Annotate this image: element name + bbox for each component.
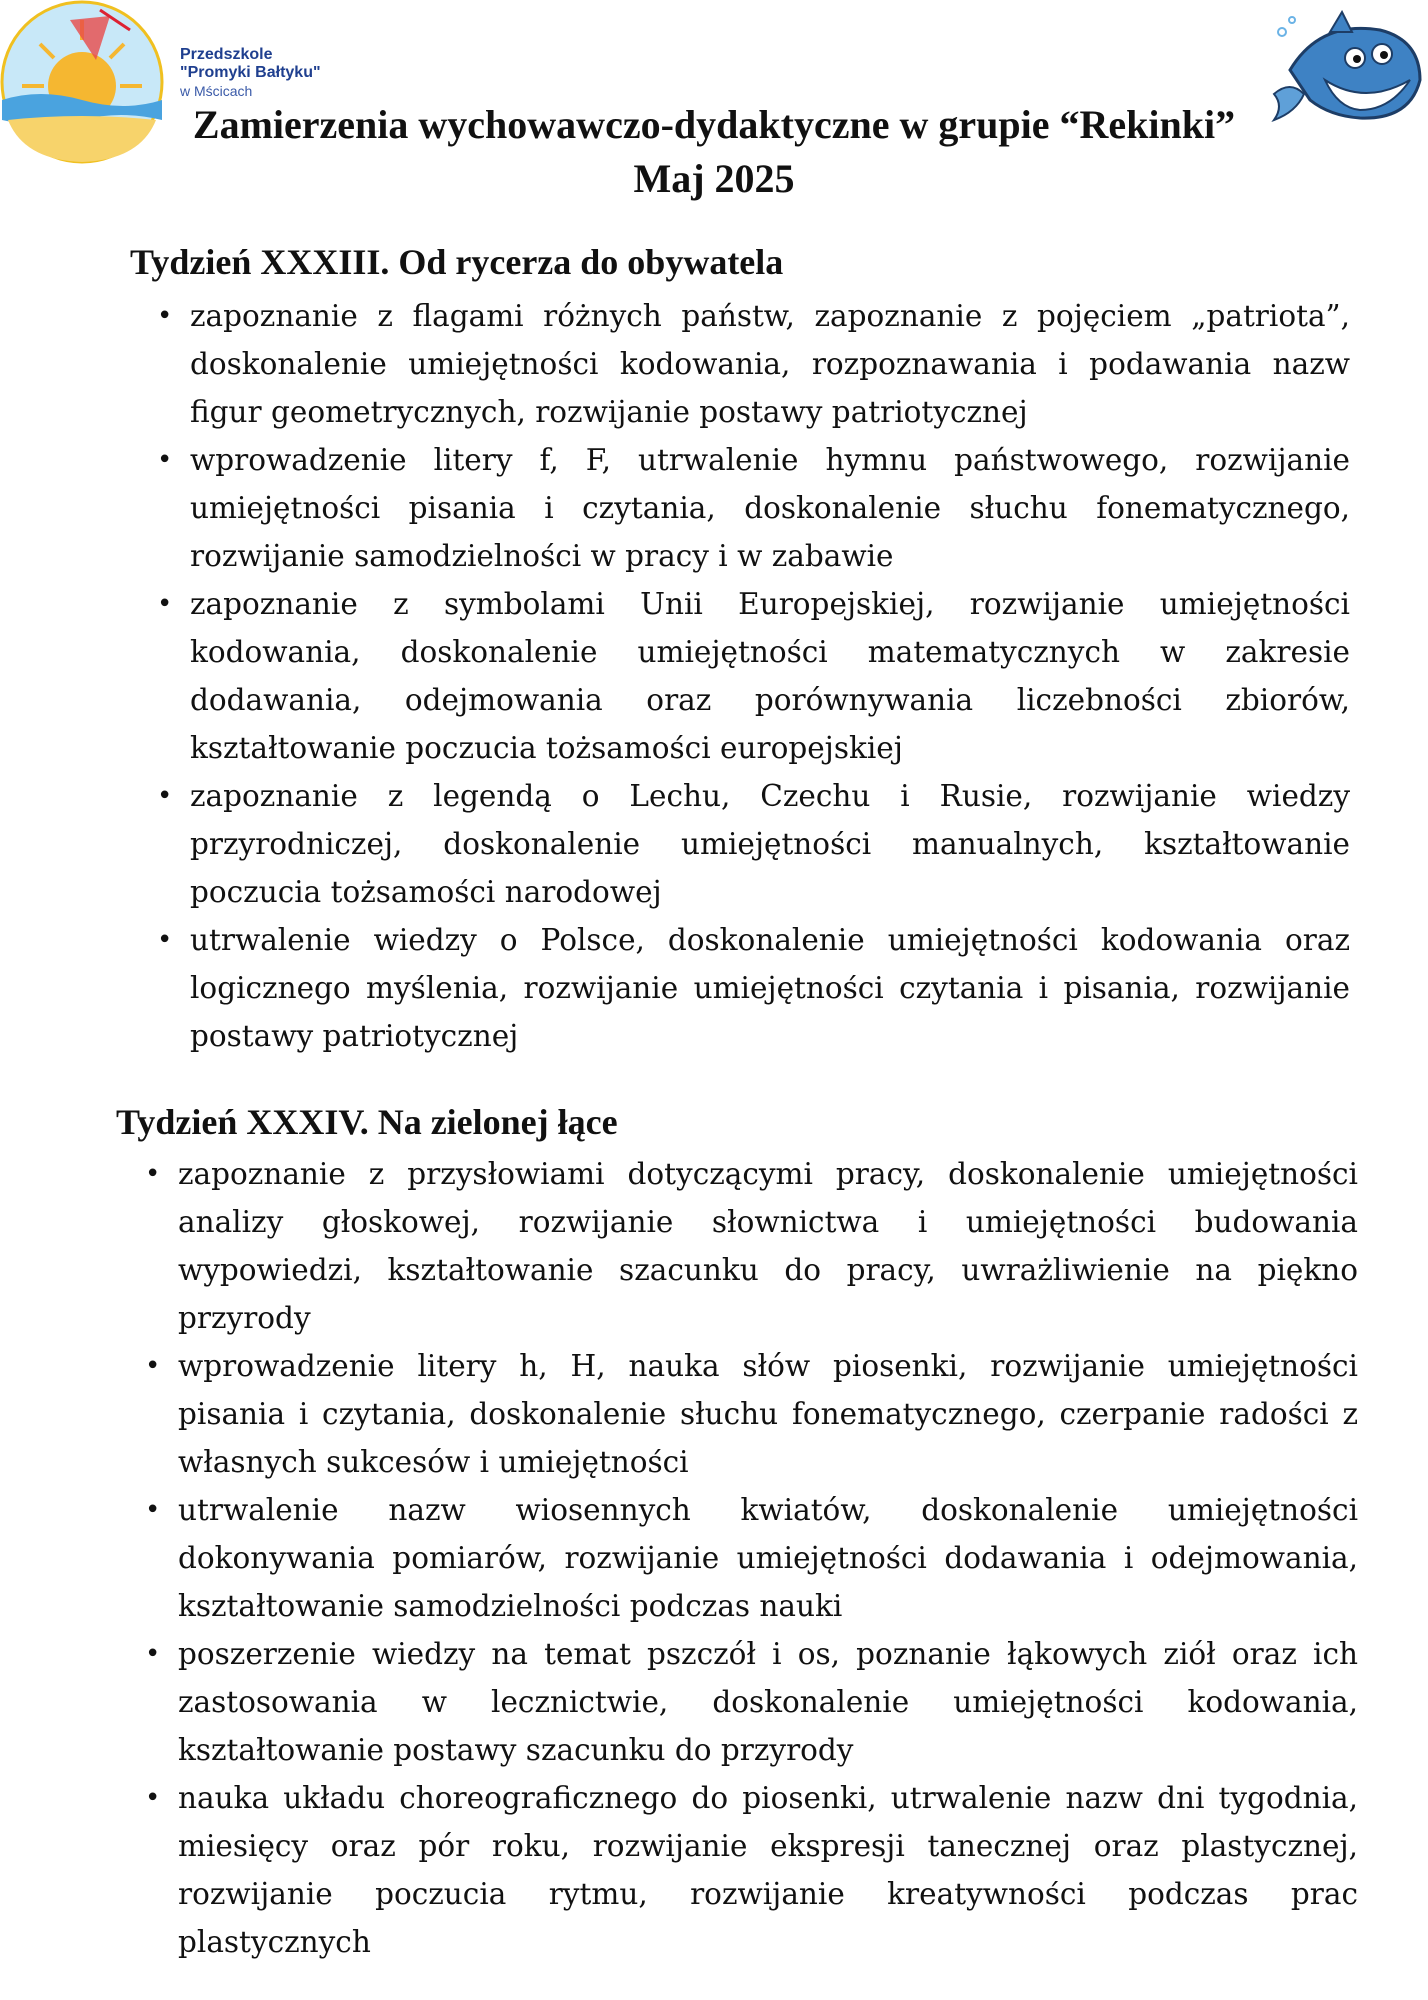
page-title	[0, 98, 1428, 206]
bullet-icon: •	[157, 301, 173, 331]
list-item-text: zapoznanie z przysłowiami dotyczącymi pracy, doskonalenie umiejętności analizy głoskowej, rozwijanie słownictwa i umiejętności budowania wypowiedzi, kształtowanie szacunku do pracy, uwrażliwienie na piękno przyrody	[178, 1157, 1358, 1335]
list-item	[145, 1486, 1358, 1630]
bullet-icon: •	[145, 1639, 161, 1669]
logo-line2: "Promyki Bałtyku"	[180, 64, 321, 82]
list-item	[157, 436, 1350, 580]
list-item-text: zapoznanie z symbolami Unii Europejskiej, rozwijanie umiejętności kodowania, doskonalenie umiejętności matematycznych w zakresie dodawania, odejmowania oraz porównywania liczebności zbiorów, kształtowanie poczucia tożsamości europejskiej	[190, 587, 1350, 765]
list-item-text: utrwalenie nazw wiosennych kwiatów, doskonalenie umiejętności dokonywania pomiarów, rozwijanie umiejętności dodawania i odejmowania, kształtowanie samodzielności podczas nauki	[178, 1493, 1358, 1623]
list-item-text: utrwalenie wiedzy o Polsce, doskonalenie umiejętności kodowania oraz logicznego myślenia, rozwijanie umiejętności czytania i pisania, rozwijanie postawy patriotycznej	[190, 923, 1350, 1053]
list-item	[145, 1342, 1358, 1486]
bullet-icon: •	[145, 1783, 161, 1813]
week-heading: Tydzień XXXIII. Od rycerza do obywatela	[130, 242, 784, 282]
logo-caption	[180, 46, 321, 99]
list-item	[157, 772, 1350, 916]
list-item-text: poszerzenie wiedzy na temat pszczół i os, poznanie łąkowych ziół oraz ich zastosowania w lecznictwie, doskonalenie umiejętności kodowania, kształtowanie postawy szacunku do przyrody	[178, 1637, 1358, 1767]
bullet-icon: •	[157, 445, 173, 475]
list-item	[145, 1150, 1358, 1342]
logo-line1: Przedszkole	[180, 46, 273, 63]
bullet-icon: •	[145, 1495, 161, 1525]
list-item	[157, 580, 1350, 772]
list-item-text: wprowadzenie litery f, F, utrwalenie hymnu państwowego, rozwijanie umiejętności pisania i czytania, doskonalenie słuchu fonematycznego, rozwijanie samodzielności w pracy i w zabawie	[190, 443, 1350, 573]
list-item	[145, 1630, 1358, 1774]
bullet-icon: •	[157, 589, 173, 619]
bullet-icon: •	[145, 1351, 161, 1381]
logo-line3: w Mścicach	[180, 82, 253, 99]
list-item-text: nauka układu choreograficznego do piosenki, utrwalenie nazw dni tygodnia, miesięcy oraz pór roku, rozwijanie ekspresji tanecznej oraz plastycznej, rozwijanie poczucia rytmu, rozwijanie kreatywności podczas prac plastycznych	[178, 1781, 1358, 1959]
list-item	[157, 292, 1350, 436]
week-list	[145, 1150, 1358, 1966]
list-item-text: zapoznanie z flagami różnych państw, zapoznanie z pojęciem „patriota”, doskonalenie umiejętności kodowania, rozpoznawania i podawania nazw figur geometrycznych, rozwijanie postawy patriotycznej	[190, 299, 1350, 429]
bullet-icon: •	[157, 925, 173, 955]
week-list	[157, 292, 1350, 1060]
bullet-icon: •	[145, 1159, 161, 1189]
list-item-text: wprowadzenie litery h, H, nauka słów piosenki, rozwijanie umiejętności pisania i czytania, doskonalenie słuchu fonematycznego, czerpanie radości z własnych sukcesów i umiejętności	[178, 1349, 1358, 1479]
title-line2: Maj 2025	[633, 156, 795, 201]
title-line1: Zamierzenia wychowawczo-dydaktyczne w grupie “Rekinki”	[192, 102, 1236, 147]
list-item	[145, 1774, 1358, 1966]
bullet-icon: •	[157, 781, 173, 811]
week-heading: Tydzień XXXIV. Na zielonej łące	[116, 1102, 618, 1142]
list-item-text: zapoznanie z legendą o Lechu, Czechu i Rusie, rozwijanie wiedzy przyrodniczej, doskonalenie umiejętności manualnych, kształtowanie poczucia tożsamości narodowej	[190, 779, 1350, 909]
list-item	[157, 916, 1350, 1060]
